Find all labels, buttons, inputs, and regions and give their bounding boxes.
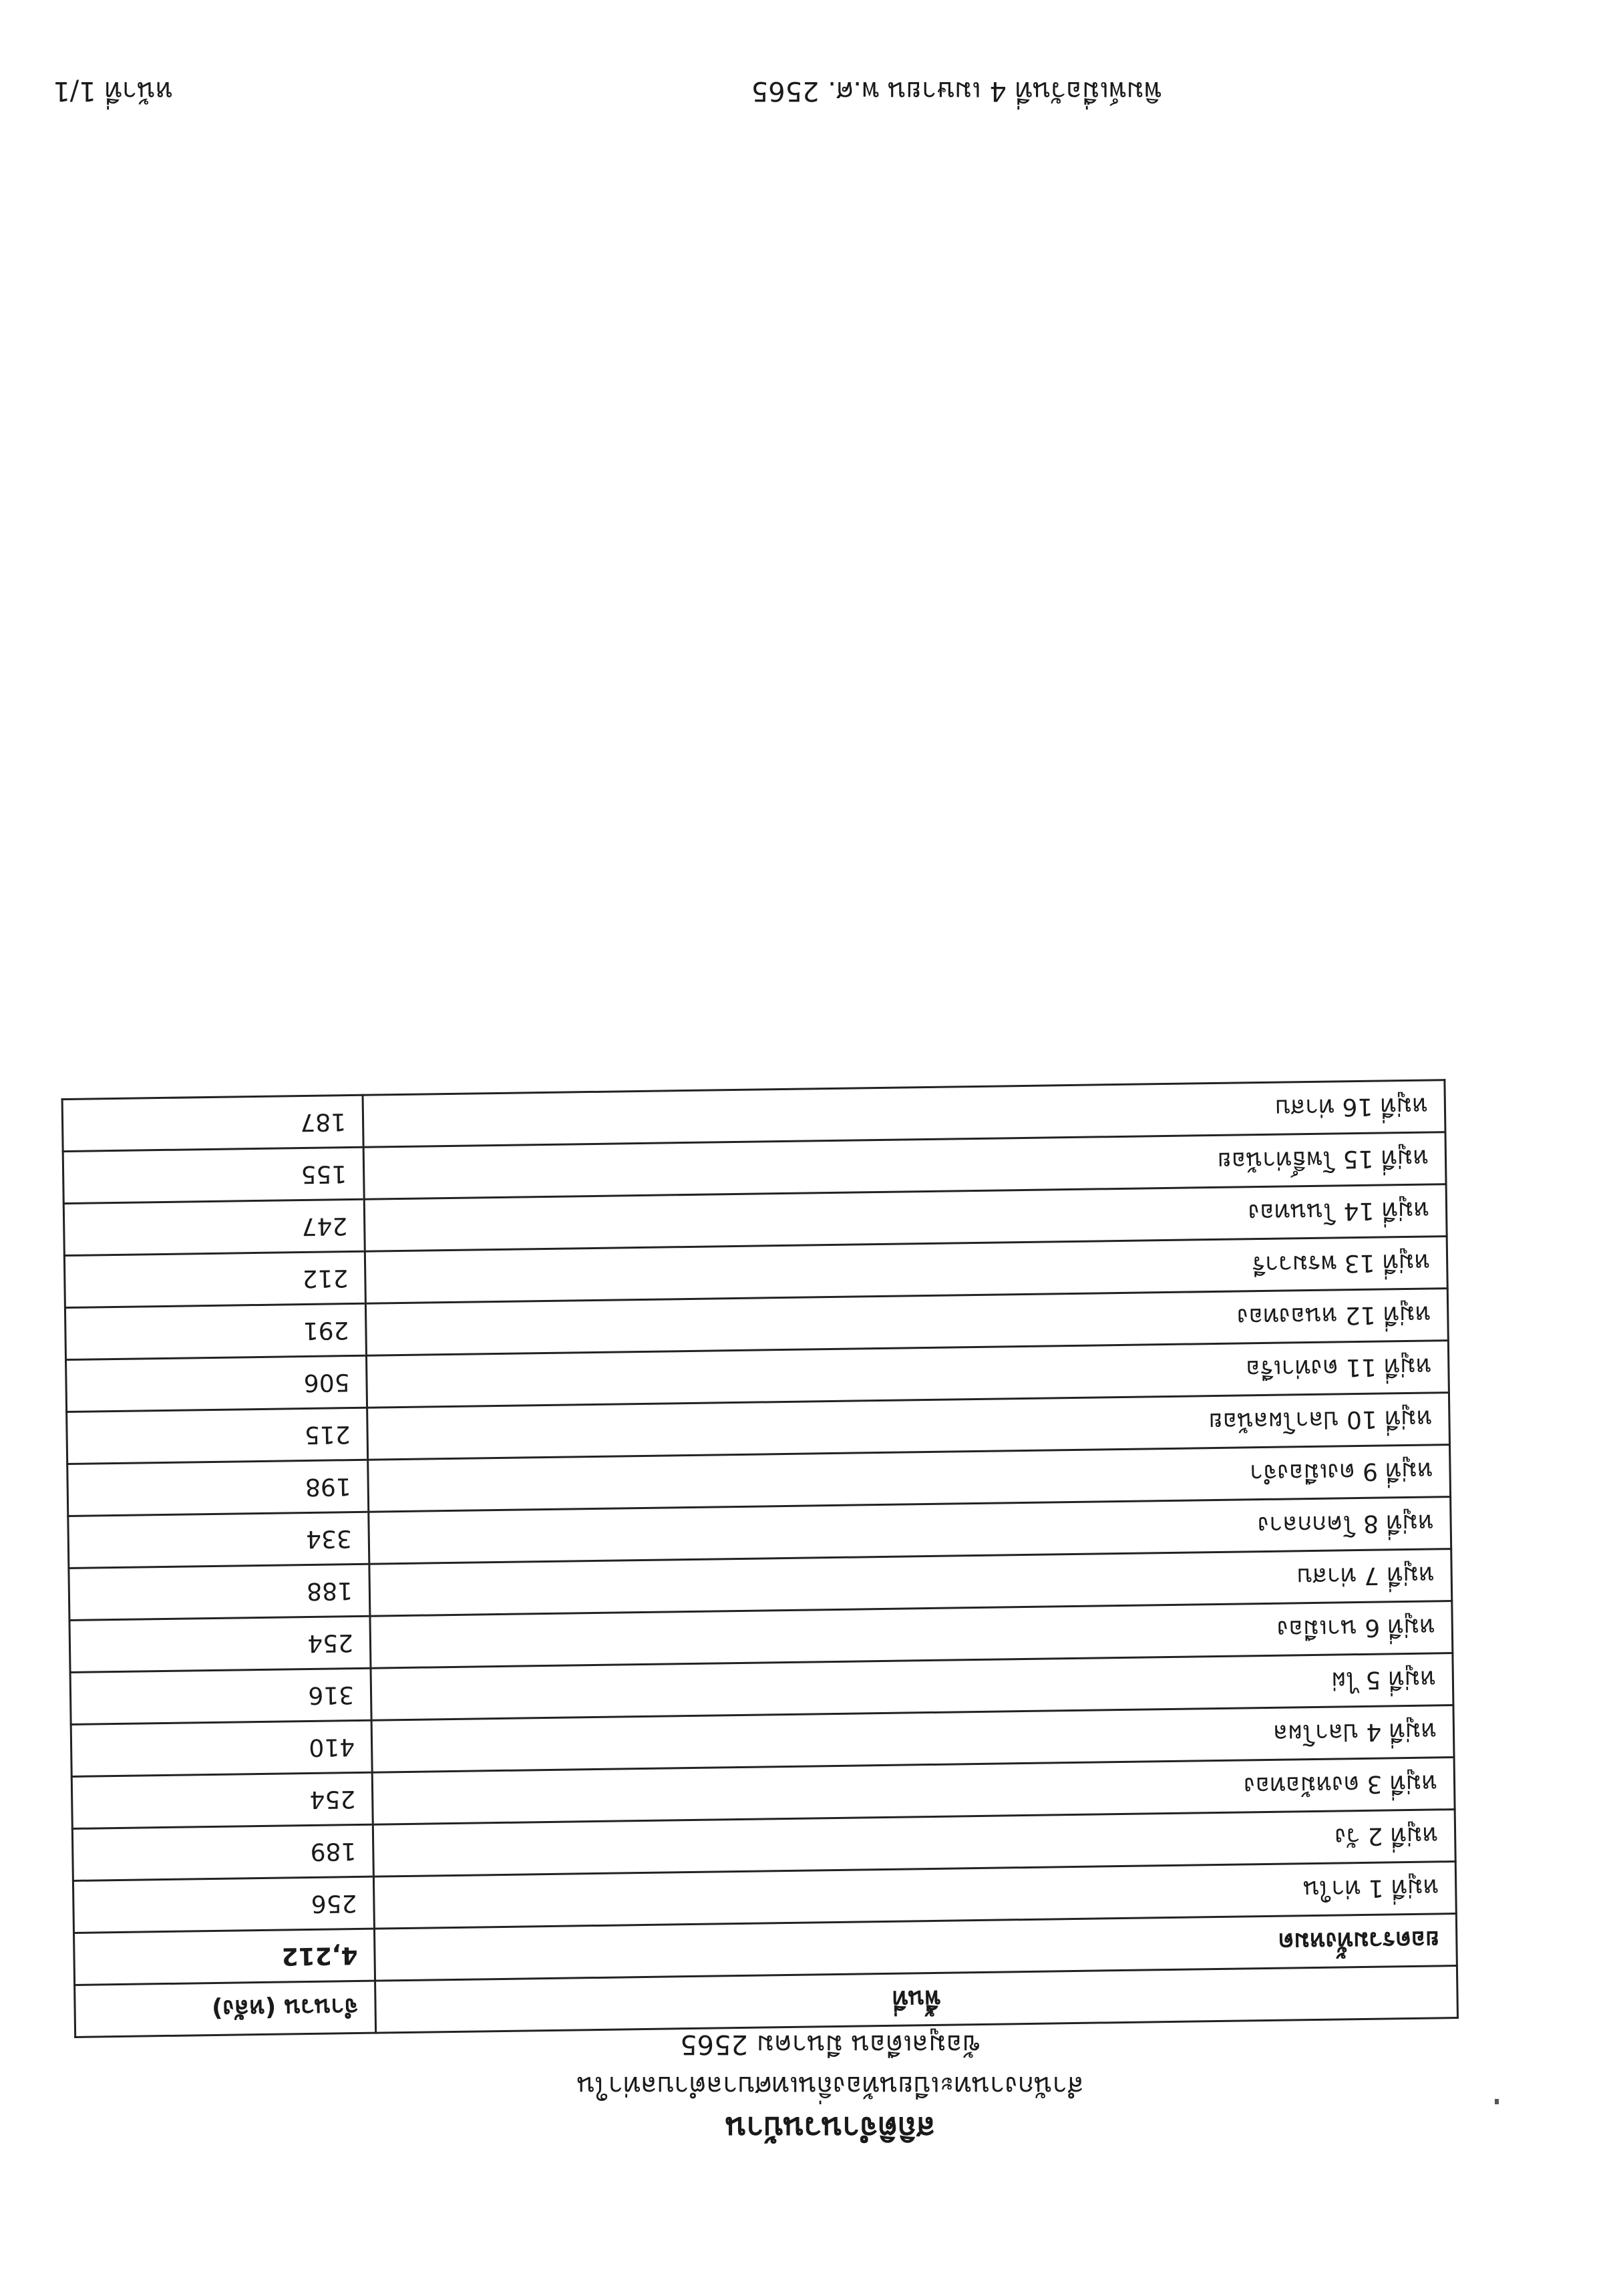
row-area: หมู่ที่ 3 ดงหม้อทอง (372, 1758, 1455, 1825)
house-count-table (61, 1079, 1459, 2038)
row-area: หมู่ที่ 4 ปลาโผล (371, 1705, 1454, 1773)
row-count: 291 (65, 1303, 366, 1359)
row-count: 189 (72, 1824, 373, 1880)
row-count: 155 (63, 1147, 364, 1203)
document-subtitle: สำนักงานทะเบียนท้องถิ่นเทศบาลตำบลท่าใน (576, 2070, 1084, 2101)
row-area: หมู่ที่ 7 ท่าสบ (369, 1549, 1452, 1617)
row-area: หมู่ที่ 6 นาเมือง (370, 1601, 1453, 1669)
row-count: 256 (73, 1876, 374, 1933)
row-area: หมู่ที่ 12 หนองทอง (365, 1289, 1448, 1356)
row-area: หมู่ที่ 15 โพธิ์ท่าน้อย (363, 1132, 1446, 1200)
row-area: หมู่ที่ 16 ท่าสบ (363, 1080, 1445, 1148)
row-count: 212 (64, 1251, 365, 1307)
row-area: หมู่ที่ 13 พรมวารี (365, 1237, 1447, 1304)
header-area: พื้นที่ (375, 1966, 1458, 2033)
row-count: 254 (69, 1616, 371, 1672)
house-count-table-wrap (63, 1079, 1459, 2038)
row-area: หมู่ที่ 14 โนนทอง (364, 1184, 1447, 1252)
page-number: หน้าที่ 1/1 (53, 75, 173, 106)
document-date: ข้อมูลเดือน มีนาคม 2565 (680, 2029, 980, 2060)
row-count: 247 (63, 1199, 365, 1255)
row-count: 506 (66, 1355, 367, 1412)
document-title: สถิติจำนวนบ้าน (725, 2110, 935, 2146)
row-area: หมู่ที่ 11 ดงท่าเรือ (366, 1341, 1449, 1408)
row-count: 410 (71, 1720, 372, 1776)
header-count: จำนวน (หลัง) (75, 1981, 376, 2037)
total-value: 4,212 (74, 1929, 375, 1985)
row-count: 188 (69, 1564, 370, 1620)
row-count: 198 (67, 1460, 369, 1516)
row-count: 316 (70, 1668, 371, 1724)
row-area: หมู่ที่ 5 ไผ่ (371, 1653, 1453, 1721)
row-area: หมู่ที่ 10 ปลาโผลน้อย (367, 1393, 1450, 1460)
row-area: หมู่ที่ 2 วัง (373, 1810, 1455, 1877)
row-area: หมู่ที่ 1 ท่าใน (373, 1862, 1456, 1929)
row-count: 215 (67, 1408, 368, 1464)
row-count: 334 (68, 1512, 369, 1568)
row-area: หมู่ที่ 8 โคกกลาง (369, 1497, 1451, 1565)
printed-date: พิมพ์เมื่อวันที่ 4 เมษายน พ.ศ. 2565 (751, 75, 1161, 106)
scan-speck (1495, 2099, 1499, 2104)
row-count: 187 (62, 1095, 363, 1151)
total-label: ยอดรวมทั้งหมด (374, 1914, 1457, 1981)
row-area: หมู่ที่ 9 ดงเมืองจำ (368, 1445, 1451, 1512)
row-count: 254 (71, 1772, 373, 1828)
